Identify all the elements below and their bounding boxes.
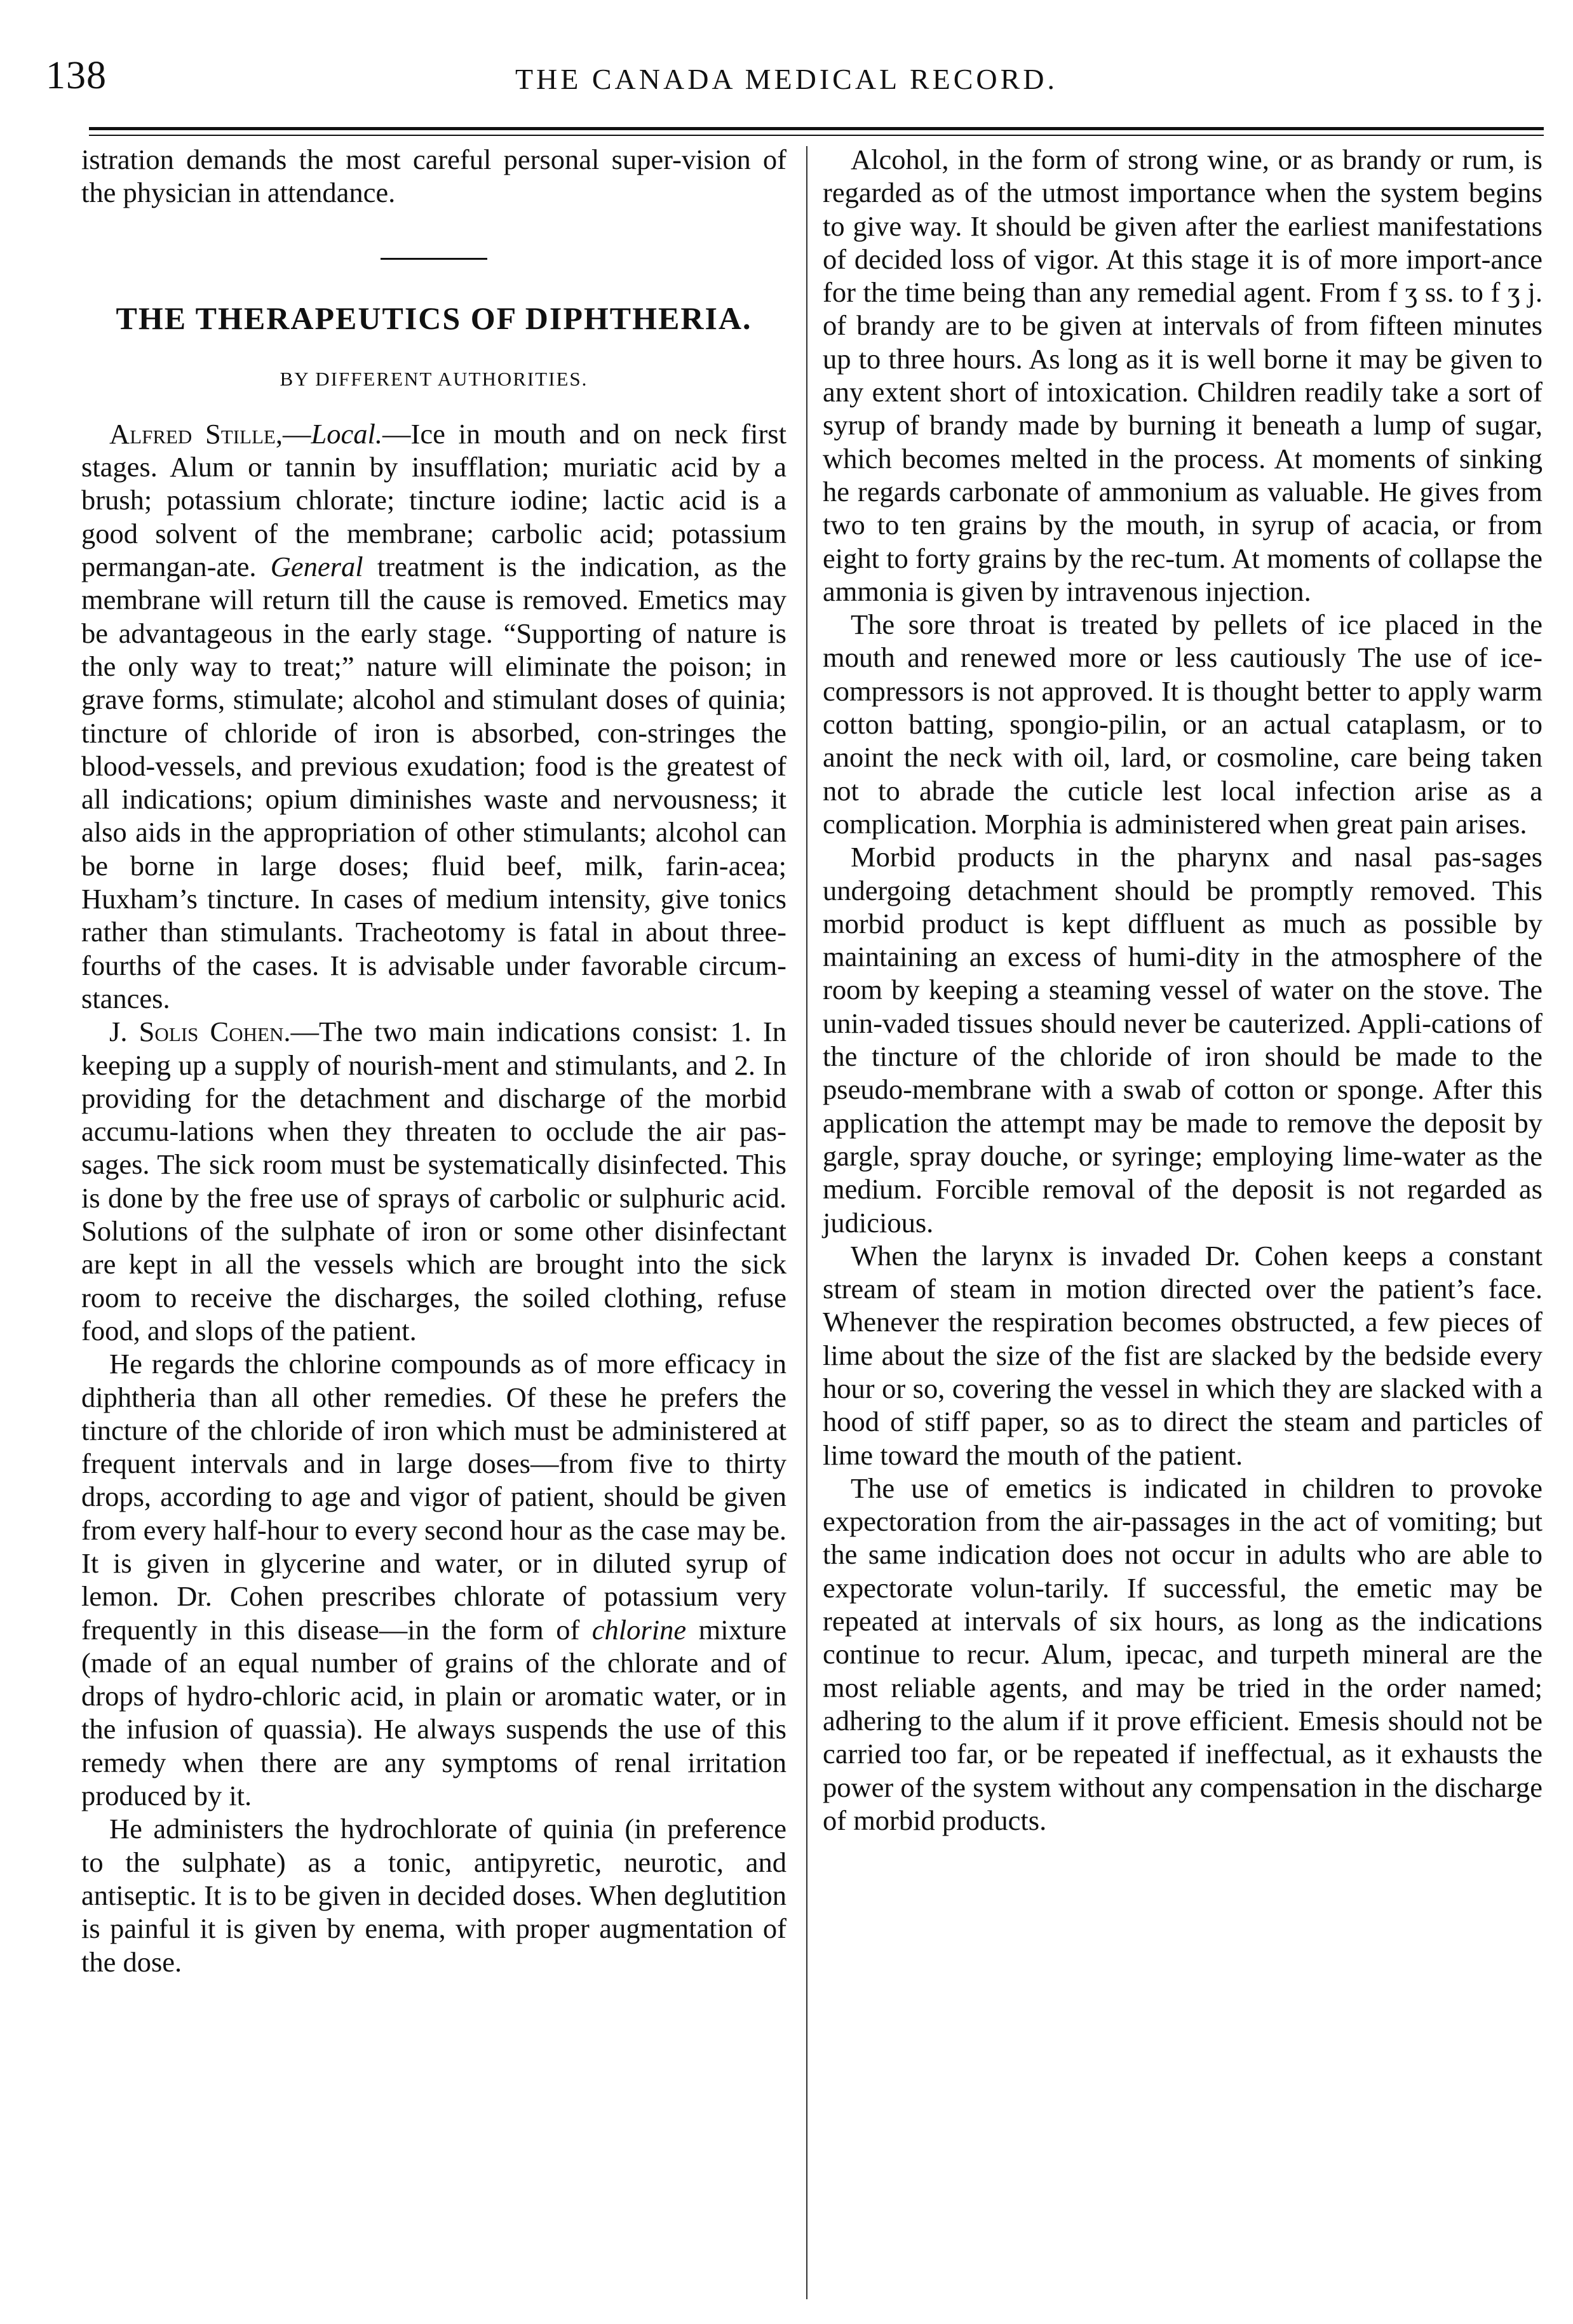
right-column <box>823 143 1543 1837</box>
article-title: THE THERAPEUTICS OF DIPHTHERIA. <box>116 300 752 336</box>
author-name-stille: Alfred Stille, <box>109 417 283 450</box>
cohen-text: —The two main indications consist: 1. In keeping up a supply of nourish-ment and stimulants, and 2. In providing for the detachment and discharge of the morbid accumu-lations when they threaten to occlude the air pas-sages. The sick room must be systematically disinfected. This is done by the free use of sprays of carbolic or sulphuric acid. Solutions of the sulphate of iron or some other disinfectant are kept in all the vessels which are brought into the sick room to receive the discharges, the soiled clothing, refuse food, and slops of the patient. <box>81 1016 787 1347</box>
general-treatment-label: General <box>270 551 363 583</box>
morbid-products-paragraph: Morbid products in the pharynx and nasal pas-sages undergoing detachment should be promptly removed. This morbid product is kept diffluent as much as possible by maintaining an excess of humi-dity in the atmosphere of the room by keeping a steaming vessel of water on the stove. The unin-vaded tissues should never be cauterized. Appli-cations of the tincture of the chloride of iron should be made to the pseudo-membrane with a swab of cotton or sponge. After this application the attempt may be made to remove the deposit by gargle, spray douche, or syringe; employing lime-water as the medium. Forcible removal of the deposit is not regarded as judicious. <box>823 841 1543 1239</box>
continuation-paragraph: istration demands the most careful personal super-vision of the physician in attendance. <box>81 144 786 209</box>
emetics-paragraph: The use of emetics is indicated in children to provoke expectoration from the air-passages in the act of vomiting; but the same indication does not occur in adults who are able to expectorate volun-tarily. If successful, the emetic may be repeated at intervals of six hours, as long as the indications continue to recur. Alum, ipecac, and turpeth mineral are the most reliable agents, and may be tried in the order named; adhering to the alum if it prove efficient. Emesis should not be carried too far, or be repeated if ineffectual, as it exhausts the power of the system without any compensation in the discharge of morbid products. <box>823 1472 1543 1836</box>
chlorine-italic: chlorine <box>591 1613 687 1646</box>
stille-text-part1: —Ice in mouth and on neck first stages. Alum or tannin by insufflation; muriatic acid by a brush; potassium chlorate; tincture iodine; lactic acid is a good solvent of the membrane; carbolic acid; potassium permangan-ate. <box>81 417 786 583</box>
sore-throat-paragraph: The sore throat is treated by pellets of ice placed in the mouth and renewed more or less cautiously The use of ice-compressors is not approved. It is thought better to apply warm cotton batting, spongio-pilin, or an actual cataplasm, or to anoint the neck with oil, lard, or cosmoline, care being taken not to abrade the cuticle lest local infection arise as a complication. Morphia is administered when great pain arises. <box>823 608 1543 840</box>
local-treatment-label: Local. <box>311 417 382 450</box>
cohen-paragraph <box>81 1015 786 1347</box>
chlorine-text-part1: He regards the chlorine compounds as of more efficacy in diphtheria than all other remedies. Of these he prefers the tincture of the chloride of iron which must be administered at frequent intervals and in large doses—from five to thirty drops, according to age and vigor of patient, should be given from every half-hour to every second hour as the case may be. It is given in glycerine and water, or in diluted syrup of lemon. Dr. Cohen prescribes chlorate of potassium very frequently in this disease—in the form of <box>81 1348 786 1646</box>
stille-dash: — <box>283 417 311 450</box>
author-name-cohen: J. Solis Cohen. <box>109 1016 291 1048</box>
section-divider-rule <box>381 258 487 260</box>
stille-paragraph <box>81 417 786 1015</box>
larynx-paragraph: When the larynx is invaded Dr. Cohen keeps a constant stream of steam in motion directed over the patient’s face. Whenever the respiration becomes obstructed, a few pieces of lime about the size of the fist are slacked by the bedside every hour or so, covering the vessel in which they are slacked with a hood of stiff paper, so as to direct the steam and particles of lime toward the mouth of the patient. <box>823 1239 1543 1471</box>
chlorine-text-part2: mixture (made of an equal number of grains of the chlorate and of drops of hydro-chloric acid, in plain or aromatic water, or in the infusion of quassia). He always suspends the use of this remedy when there are any symptoms of renal irritation produced by it. <box>81 1613 786 1812</box>
column-divider <box>806 146 807 2299</box>
page-number: 138 <box>46 54 107 97</box>
quinia-paragraph: He administers the hydrochlorate of quinia (in preference to the sulphate) as a tonic, antipyretic, neurotic, and antiseptic. It is to be given in decided doses. When deglutition is painful it is given by enema, with proper augmentation of the dose. <box>81 1813 786 1978</box>
header-rule-thin <box>89 135 1544 136</box>
article-byline: BY DIFFERENT AUTHORITIES. <box>280 367 588 390</box>
alcohol-paragraph: Alcohol, in the form of strong wine, or as brandy or rum, is regarded as of the utmost importance when the system begins to give way. It should be given after the earliest manifestations of decided loss of vigor. At this stage it is of more import-ance for the time being than any remedial agent. From f ʒ ss. to f ʒ j. of brandy are to be given at intervals of from fifteen minutes up to three hours. As long as it is well borne it may be given to any extent short of intoxication. Children readily take a sort of syrup of brandy made by burning it beneath a lump of sugar, which becomes melted in the process. At moments of sinking he regards carbonate of ammonium as valuable. He gives from two to ten grains by the mouth, in syrup of acacia, or from eight to forty grains by the rec-tum. At moments of collapse the ammonia is given by intravenous injection. <box>823 144 1543 607</box>
left-column <box>81 143 786 1978</box>
running-title: THE CANADA MEDICAL RECORD. <box>515 63 1058 95</box>
stille-text-part2: treatment is the indication, as the membrane will return till the cause is removed. Emetics may be advantageous in the early stage. “Supporting of nature is the only way to treat;” nature will eliminate the poison; in grave forms, stimulate; alcohol and stimulant doses of quinia; tincture of chloride of iron is absorbed, con-stringes the blood-vessels, and previous exudation; food is the greatest of all indications; opium diminishes waste and nervousness; it also aids in the appropriation of other stimulants; alcohol can be borne in large doses; fluid beef, milk, farin-acea; Huxham’s tincture. In cases of medium intensity, give tonics rather than stimulants. Tracheotomy is fatal in about three-fourths of the cases. It is advisable under favorable circum-stances. <box>81 551 786 1014</box>
header-rule-thick <box>89 127 1544 130</box>
chlorine-paragraph <box>81 1347 786 1812</box>
